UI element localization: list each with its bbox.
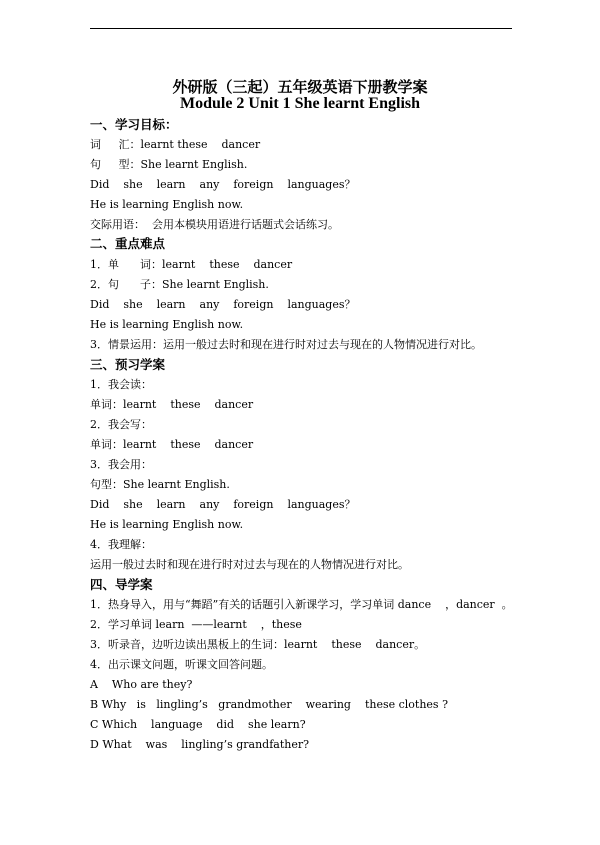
text-line: 2．句 子：She learnt English. xyxy=(90,278,269,291)
text-line: 1．我会读： xyxy=(90,378,152,391)
section-heading: 四、导学案 xyxy=(90,577,153,592)
text-line: D What was lingling’s grandfather? xyxy=(90,738,310,751)
text-line: Did she learn any foreign languages？ xyxy=(90,178,356,191)
text-line: He is learning English now. xyxy=(90,198,244,211)
text-line: Did she learn any foreign languages？ xyxy=(90,298,356,311)
document-subtitle: Module 2 Unit 1 She learnt English xyxy=(179,95,421,112)
text-line: He is learning English now. xyxy=(90,518,244,531)
text-line: Did she learn any foreign languages？ xyxy=(90,498,356,511)
text-line: 1．单 词：learnt these dancer xyxy=(90,258,293,271)
text-line: C Which language did she learn? xyxy=(90,718,306,731)
text-line: 1．热身导入，用与“舞蹈”有关的话题引入新课学习，学习单词 dance ，dancer 。 xyxy=(90,598,513,611)
text-line: 4．我理解： xyxy=(90,538,152,551)
text-line: He is learning English now. xyxy=(90,318,244,331)
document-title: 外研版（三起）五年级英语下册教学案 xyxy=(172,78,428,96)
text-line: 交际用语： 会用本模块用语进行话题式会话练习。 xyxy=(90,218,339,231)
text-line: 3．情景运用：运用一般过去时和现在进行时对过去与现在的人物情况进行对比。 xyxy=(90,338,482,351)
text-line: 句型：She learnt English. xyxy=(90,478,230,491)
text-line: A Who are they? xyxy=(90,678,193,691)
text-line: 2．学习单词 learn ——learnt ，these xyxy=(90,618,302,631)
section-heading: 二、重点难点 xyxy=(90,236,166,251)
header-rule xyxy=(90,28,512,29)
text-line: 运用一般过去时和现在进行时对过去与现在的人物情况进行对比。 xyxy=(90,558,409,571)
text-line: 2．我会写： xyxy=(90,418,152,431)
text-line: 词 汇：learnt these dancer xyxy=(90,138,261,151)
text-line: 3．听录音，边听边读出黑板上的生词：learnt these dancer。 xyxy=(90,638,426,651)
text-line: 句 型：She learnt English. xyxy=(90,158,248,171)
text-line: B Why is lingling’s grandmother wearing these clothes ? xyxy=(90,698,448,711)
text-line: 单词：learnt these dancer xyxy=(90,438,254,451)
section-heading: 一、学习目标： xyxy=(90,117,178,132)
section-heading: 三、预习学案 xyxy=(90,357,166,372)
text-line: 3．我会用： xyxy=(90,458,152,471)
text-line: 单词：learnt these dancer xyxy=(90,398,254,411)
text-line: 4．出示课文问题，听课文回答问题。 xyxy=(90,658,273,671)
